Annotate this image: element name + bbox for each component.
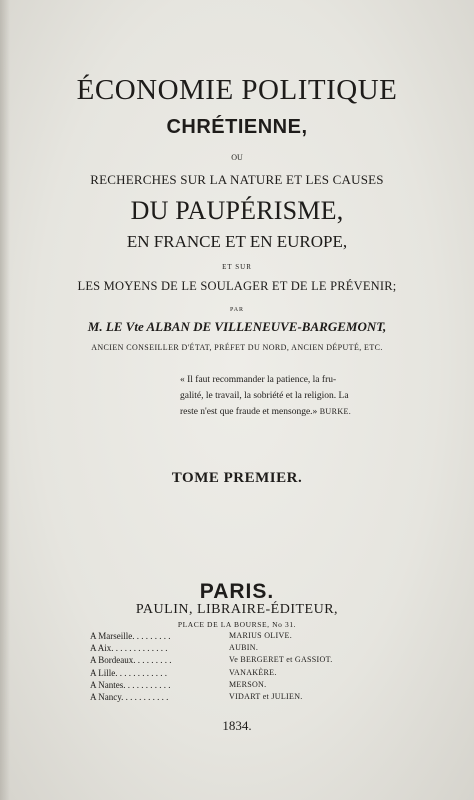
agent-row (90, 655, 350, 667)
subtitle-line-4: LES MOYENS DE LE SOULAGER ET DE LE PRÉVENIR; (77, 279, 397, 293)
agent-name: AUBIN. (229, 643, 259, 653)
epigraph (180, 372, 410, 420)
epigraph-attribution: BURKE. (319, 407, 352, 416)
agent-name: MARIUS OLIVE. (229, 631, 293, 640)
epigraph-line-2: galité, le travail, la sobriété et la religion. La (180, 391, 349, 401)
agent-city: A Marseille. . . . . . . . . (90, 631, 171, 641)
agent-row (90, 643, 350, 655)
agent-city: A Aix. . . . . . . . . . . . . (90, 643, 168, 654)
epigraph-line-3 (180, 404, 410, 420)
agents-list (90, 631, 350, 704)
title-line-1: ÉCONOMIE POLITIQUE (76, 74, 398, 106)
agent-row (90, 692, 350, 704)
imprint-city: PARIS. (199, 580, 275, 603)
publisher-address: PLACE DE LA BOURSE, No 31. (177, 620, 297, 629)
title-line-2: CHRÉTIENNE, (166, 116, 308, 138)
byline-par: PAR (229, 307, 245, 313)
agent-row (90, 680, 350, 692)
author-name: M. LE Vte ALBAN DE VILLENEUVE-BARGEMONT, (87, 319, 387, 334)
agent-city: A Nantes. . . . . . . . . . . (90, 679, 171, 690)
agent-city: A Lille. . . . . . . . . . . . (90, 667, 167, 678)
agent-name: VIDART et JULIEN. (229, 691, 303, 701)
volume-label: TOME PREMIER. (171, 470, 303, 486)
author-titles: ANCIEN CONSEILLER D'ÉTAT, PRÉFET DU NORD, ANCIEN DÉPUTÉ, ETC. (91, 343, 383, 352)
agent-city: A Nancy. . . . . . . . . . . (90, 691, 169, 702)
agent-name: Ve BERGERET et GASSIOT. (229, 655, 333, 665)
conjunction-ou: OU (231, 153, 243, 162)
publisher-name: PAULIN, LIBRAIRE-ÉDITEUR, (135, 602, 339, 617)
agent-city: A Bordeaux. . . . . . . . . (90, 655, 172, 666)
agent-name: VANAKÈRE. (229, 667, 277, 677)
publication-year: 1834. (222, 718, 252, 733)
subtitle-line-2: DU PAUPÉRISME, (130, 196, 344, 225)
conjunction-et-sur: ET SUR (222, 263, 252, 271)
agent-row (90, 631, 350, 643)
agent-row (90, 668, 350, 680)
subtitle-line-3: EN FRANCE ET EN EUROPE, (126, 232, 348, 251)
subtitle-line-1: RECHERCHES SUR LA NATURE ET LES CAUSES (90, 172, 384, 187)
epigraph-line-1: « Il faut recommander la patience, la fru- (180, 375, 337, 385)
agent-name: MERSON. (229, 679, 267, 689)
epigraph-text-3: reste n'est que fraude et mensonge.» (180, 407, 318, 417)
